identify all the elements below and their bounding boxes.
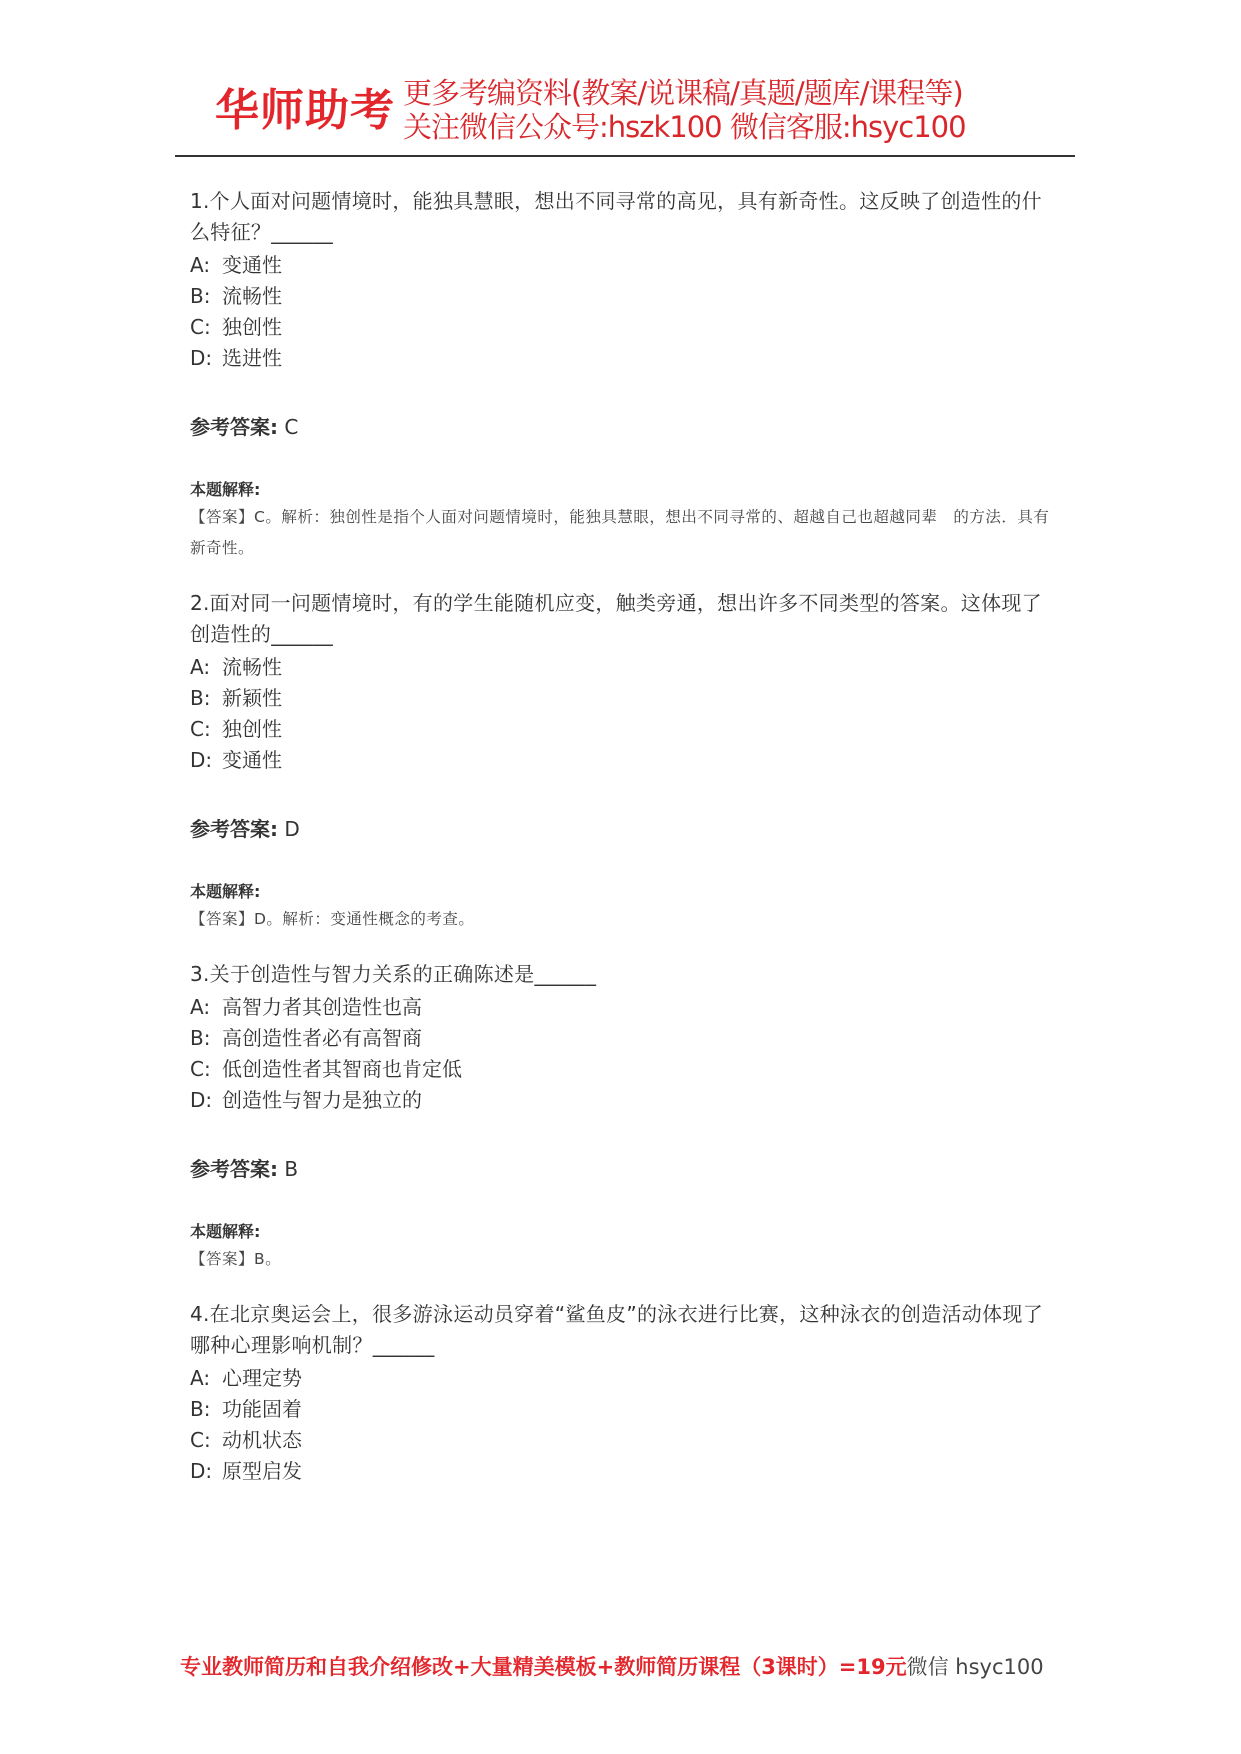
option-c: C: 独创性 — [190, 717, 282, 741]
question-stem: 4.在北京奥运会上，很多游泳运动员穿着“鲨鱼皮”的泳衣进行比赛，这种泳衣的创造活动体现了哪种心理影响机制？______ — [190, 1302, 1044, 1357]
footer-promo — [180, 1652, 1080, 1682]
reference-answer: 参考答案: C — [190, 415, 299, 439]
option-list — [190, 250, 1060, 374]
option-list — [190, 1363, 1060, 1487]
option-list — [190, 992, 1060, 1116]
option-a: A: 高智力者其创造性也高 — [190, 995, 422, 1019]
explanation-text: 【答案】D。解析：变通性概念的考查。 — [190, 910, 475, 928]
question-2 — [190, 588, 1060, 935]
explanation-title: 本题解释: — [190, 1222, 261, 1241]
header-divider — [175, 155, 1075, 157]
option-a: A: 变通性 — [190, 253, 282, 277]
question-3 — [190, 959, 1060, 1275]
option-d: D: 创造性与智力是独立的 — [190, 1088, 422, 1112]
header-tagline-2: 关注微信公众号:hszk100 微信客服:hsyc100 — [403, 110, 966, 144]
question-stem: 1.个人面对问题情境时，能独具慧眼，想出不同寻常的高见，具有新奇性。这反映了创造性的什么特征？______ — [190, 189, 1042, 244]
question-list — [190, 186, 1060, 1511]
question-stem: 3.关于创造性与智力关系的正确陈述是______ — [190, 962, 597, 986]
option-b: B: 功能固着 — [190, 1397, 302, 1421]
question-4 — [190, 1299, 1060, 1487]
header-tagline-1: 更多考编资料(教案/说课稿/真题/题库/课程等) — [403, 76, 963, 110]
option-d: D: 选进性 — [190, 346, 282, 370]
explanation-text: 【答案】B。 — [190, 1250, 282, 1268]
header-banner — [175, 70, 1075, 152]
option-list — [190, 652, 1060, 776]
explanation-title: 本题解释: — [190, 882, 261, 901]
option-c: C: 独创性 — [190, 315, 282, 339]
question-stem: 2.面对同一问题情境时，有的学生能随机应变，触类旁通，想出许多不同类型的答案。这体现了创造性的______ — [190, 591, 1042, 646]
question-1 — [190, 186, 1060, 564]
option-b: B: 流畅性 — [190, 284, 282, 308]
brand-logo: 华师助考 — [215, 85, 395, 136]
footer-promo-text: 专业教师简历和自我介绍修改+大量精美模板+教师简历课程（3课时）=19元 — [180, 1655, 907, 1679]
explanation-title: 本题解释: — [190, 480, 261, 499]
option-c: C: 动机状态 — [190, 1428, 302, 1452]
explanation-text: 【答案】C。解析：独创性是指个人面对问题情境时，能独具慧眼，想出不同寻常的、超越自己也超越同辈 的方法．具有新奇性。 — [190, 508, 1050, 557]
option-d: D: 原型启发 — [190, 1459, 302, 1483]
reference-answer: 参考答案: D — [190, 817, 300, 841]
option-a: A: 流畅性 — [190, 655, 282, 679]
option-c: C: 低创造性者其智商也肯定低 — [190, 1057, 462, 1081]
option-d: D: 变通性 — [190, 748, 282, 772]
footer-wechat: 微信 hsyc100 — [906, 1655, 1044, 1679]
option-a: A: 心理定势 — [190, 1366, 302, 1390]
option-b: B: 高创造性者必有高智商 — [190, 1026, 422, 1050]
reference-answer: 参考答案: B — [190, 1157, 299, 1181]
option-b: B: 新颖性 — [190, 686, 282, 710]
